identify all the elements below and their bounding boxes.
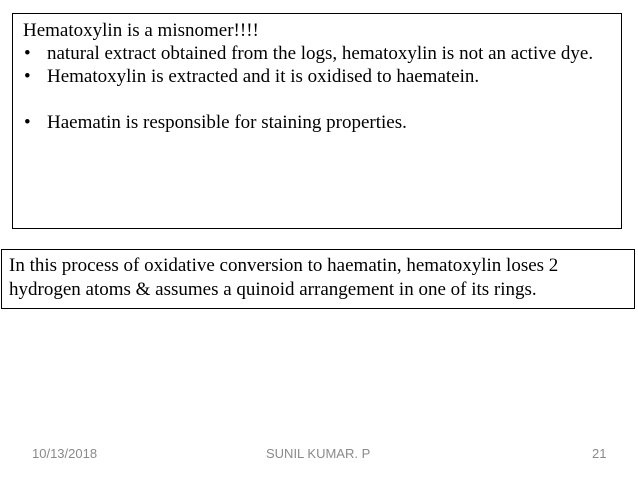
box-paragraph: In this process of oxidative conversion to haematin, hematoxylin loses 2 hydrogen atoms & assumes a quinoid arrangement in one of its rings.	[9, 255, 559, 300]
bullet-item	[23, 42, 611, 65]
bullet-symbol: •	[24, 43, 31, 64]
bullet-symbol: •	[24, 112, 31, 133]
footer-author: SUNIL KUMAR. P	[266, 446, 371, 461]
bullet-list	[23, 42, 611, 134]
bullet-text: Hematoxylin is extracted and it is oxidised to haematein.	[47, 66, 480, 87]
bullet-text: natural extract obtained from the logs, hematoxylin is not an active dye.	[47, 43, 594, 64]
footer-date: 10/13/2018	[32, 446, 98, 461]
bullet-symbol: •	[24, 66, 31, 87]
bullet-text: Haematin is responsible for staining properties.	[47, 112, 407, 133]
bullet-item	[23, 65, 611, 88]
bullet-item	[23, 111, 611, 134]
box-heading: Hematoxylin is a misnomer!!!!	[23, 20, 259, 41]
text-box-hematoxylin-notes	[12, 13, 622, 229]
text-box-oxidative-conversion	[1, 249, 635, 309]
footer-page-number: 21	[592, 446, 607, 461]
